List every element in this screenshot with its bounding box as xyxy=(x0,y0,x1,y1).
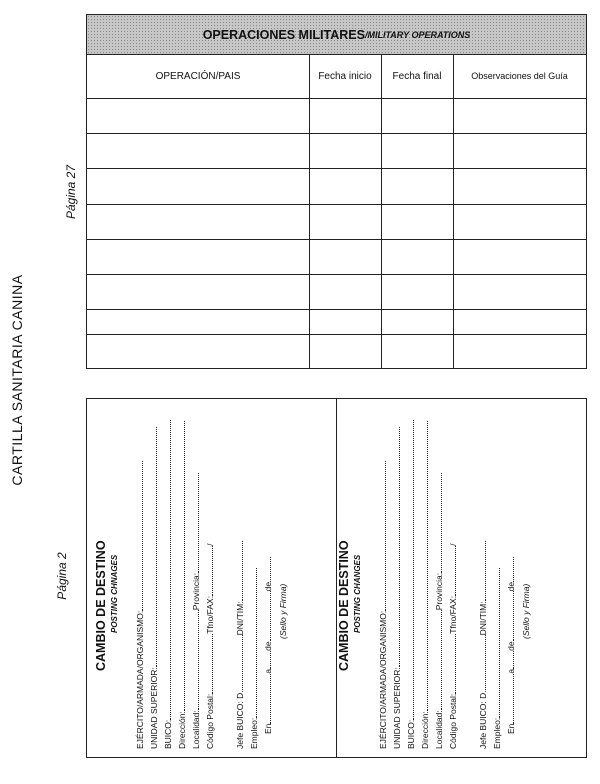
page-27-label: Página 27 xyxy=(64,164,78,220)
fill-line xyxy=(505,557,514,582)
column-header-observations: Observaciones del Guía xyxy=(471,71,568,81)
row-divider xyxy=(87,98,586,99)
fill-line xyxy=(391,427,400,667)
field-empleo[interactable] xyxy=(491,568,502,749)
fill-line xyxy=(234,541,243,601)
field-label: Dirección: xyxy=(177,711,187,749)
row-divider xyxy=(87,168,586,169)
fill-line xyxy=(262,674,271,724)
fill-line xyxy=(491,568,500,718)
field-label: de xyxy=(506,581,516,592)
field-label: Código Postal: xyxy=(448,693,458,749)
fill-line xyxy=(447,543,458,596)
field-localidad[interactable] xyxy=(190,473,201,749)
field-codigo-postal[interactable] xyxy=(204,544,215,749)
fill-line xyxy=(447,634,456,694)
fill-line xyxy=(505,651,514,669)
column-divider xyxy=(453,54,454,368)
field-direccion[interactable] xyxy=(419,421,430,749)
form-title: CAMBIO DE DESTINO xyxy=(337,540,351,671)
field-label: UNIDAD SUPERIOR: xyxy=(392,667,402,749)
signature-label: (Sello y Firma) xyxy=(521,583,531,639)
fill-line xyxy=(405,420,414,720)
fill-line xyxy=(505,674,514,724)
field-label: Empleo: xyxy=(492,717,502,749)
field-label: En xyxy=(506,723,516,734)
field-label: Provincia: xyxy=(191,572,201,611)
field-empleo[interactable] xyxy=(248,568,259,749)
fill-line xyxy=(377,461,386,611)
form-title: CAMBIO DE DESTINO xyxy=(94,540,108,671)
fill-line xyxy=(148,427,157,667)
field-label: a xyxy=(263,668,273,674)
column-divider xyxy=(381,54,382,368)
field-label: Tfno/FAX: xyxy=(448,595,458,634)
field-label: UNIDAD SUPERIOR: xyxy=(149,667,159,749)
field-ejercito[interactable] xyxy=(134,461,145,749)
field-label: DNI/TIM: xyxy=(235,601,245,636)
row-divider xyxy=(87,334,586,335)
field-date-place[interactable] xyxy=(505,557,516,734)
fill-line xyxy=(262,591,271,641)
fill-line xyxy=(176,421,185,711)
fill-line xyxy=(433,473,442,573)
field-label: de xyxy=(263,641,273,651)
fill-line xyxy=(477,541,486,601)
posting-changes-panel xyxy=(86,398,587,758)
fill-line xyxy=(204,634,213,694)
field-unidad-superior[interactable] xyxy=(391,427,402,749)
fill-line xyxy=(190,473,199,573)
field-label: Provincia: xyxy=(434,572,444,611)
field-label: de xyxy=(506,641,516,651)
table-header-banner xyxy=(87,15,586,55)
table-title-en: /MILITARY OPERATIONS xyxy=(364,29,471,40)
field-label: a xyxy=(506,668,516,674)
field-label: EJÉRCITO/ARMADA/ORGANISMO: xyxy=(378,610,388,749)
row-divider xyxy=(87,204,586,205)
posting-change-form-1 xyxy=(87,399,337,759)
field-direccion[interactable] xyxy=(176,421,187,749)
document-title: CARTILLA SANITARIA CANINA xyxy=(9,274,25,486)
field-label: Localidad: xyxy=(434,710,444,749)
column-header-start-date: Fecha inicio xyxy=(318,70,372,82)
fill-line xyxy=(190,610,199,710)
signature-label: (Sello y Firma) xyxy=(278,583,288,639)
fill-line xyxy=(505,591,514,641)
field-date-place[interactable] xyxy=(262,557,273,734)
field-unidad-superior[interactable] xyxy=(148,427,159,749)
field-codigo-postal[interactable] xyxy=(447,544,458,749)
field-label: BUICO: xyxy=(163,719,173,749)
row-divider xyxy=(87,133,586,134)
table-title: OPERACIONES MILITARES xyxy=(202,27,365,42)
field-label: Localidad: xyxy=(191,710,201,749)
military-operations-table xyxy=(86,14,587,369)
field-label: EJÉRCITO/ARMADA/ORGANISMO: xyxy=(135,610,145,749)
field-label: DNI/TIM: xyxy=(478,601,488,636)
field-label: En xyxy=(263,723,273,734)
fill-line xyxy=(477,635,486,690)
row-divider xyxy=(87,309,586,310)
posting-change-form-2 xyxy=(337,399,587,759)
form-subtitle: POSTING CHANGES xyxy=(353,554,362,633)
field-localidad[interactable] xyxy=(433,473,444,749)
row-divider xyxy=(87,274,586,275)
field-label: de xyxy=(263,581,273,592)
field-jefe-buico[interactable] xyxy=(234,541,245,749)
column-divider xyxy=(309,54,310,368)
field-label: Jefe BUICO: D. xyxy=(235,690,245,749)
field-label: Tfno/FAX: xyxy=(205,595,215,634)
row-divider xyxy=(87,239,586,240)
fill-line xyxy=(134,461,143,611)
fill-line xyxy=(262,651,271,669)
fill-line xyxy=(419,421,428,711)
field-buico[interactable] xyxy=(405,420,416,749)
field-label: Jefe BUICO: D. xyxy=(478,690,488,749)
field-label: / xyxy=(205,543,215,546)
column-header-operation: OPERACIÓN/PAIS xyxy=(155,70,241,82)
field-label: BUICO: xyxy=(406,719,416,749)
field-buico[interactable] xyxy=(162,420,173,749)
fill-line xyxy=(234,635,243,690)
field-ejercito[interactable] xyxy=(377,461,388,749)
field-jefe-buico[interactable] xyxy=(477,541,488,749)
form-subtitle: POSTING CHNAGES xyxy=(110,554,119,633)
fill-line xyxy=(162,420,171,720)
fill-line xyxy=(204,543,215,596)
column-header-end-date: Fecha final xyxy=(392,70,442,82)
field-label: Dirección: xyxy=(420,711,430,749)
fill-line xyxy=(248,568,257,718)
page-2-label: Página 2 xyxy=(55,552,69,600)
field-label: / xyxy=(448,543,458,546)
field-label: Empleo: xyxy=(249,717,259,749)
field-label: Código Postal: xyxy=(205,693,215,749)
fill-line xyxy=(433,610,442,710)
fill-line xyxy=(262,557,271,582)
